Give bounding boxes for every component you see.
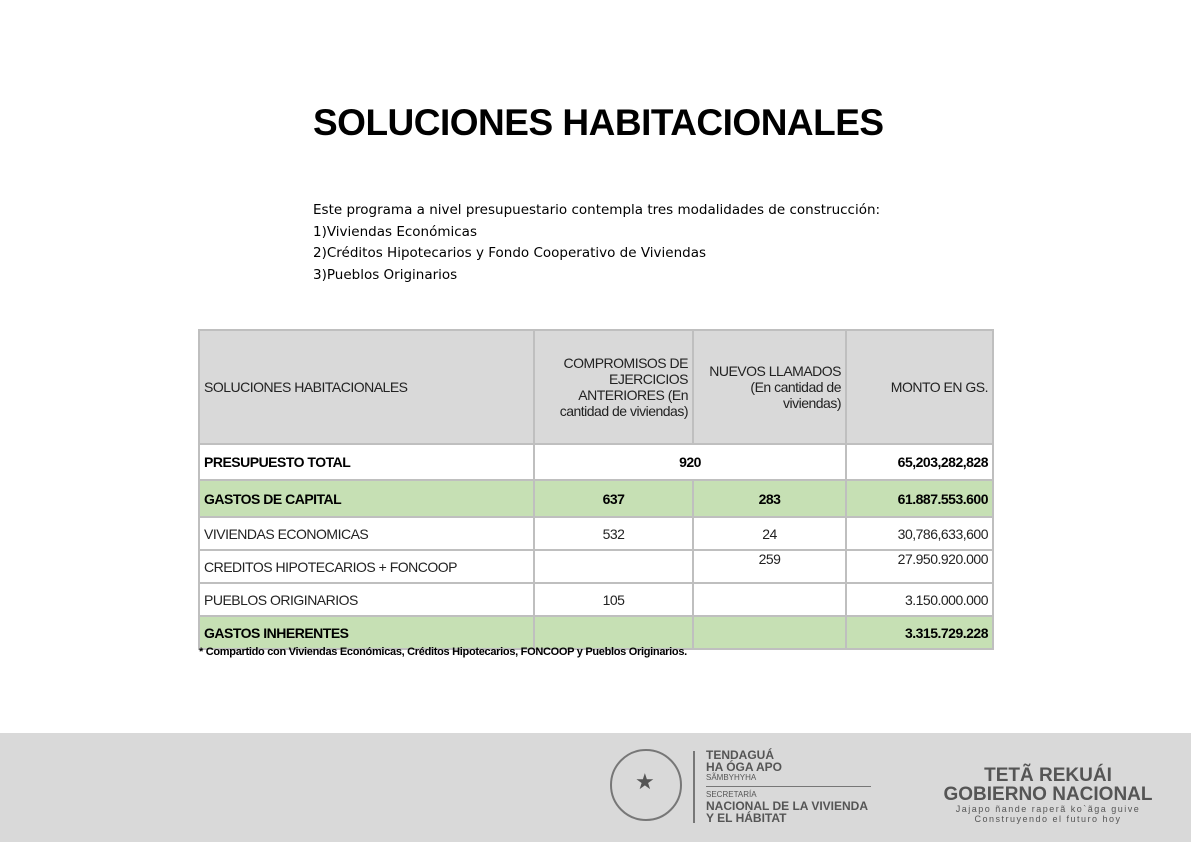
intro-line: 3)Pueblos Originarios bbox=[313, 266, 458, 283]
amount: 30,786,633,600 bbox=[846, 517, 993, 550]
total-count: 920 bbox=[534, 444, 846, 480]
footer-band bbox=[0, 733, 1191, 842]
logo-text: HA ÓGA APO bbox=[706, 760, 783, 774]
table-row bbox=[199, 517, 993, 550]
intro-line: 2)Créditos Hipotecarios y Fondo Cooperativo de Viviendas bbox=[313, 245, 707, 261]
logo-text: Y EL HÁBITAT bbox=[706, 811, 787, 825]
gobierno-nacional-logo bbox=[942, 766, 1154, 824]
amount: 27.950.920.000 bbox=[846, 550, 993, 583]
row-label: PRESUPUESTO TOTAL bbox=[199, 444, 534, 480]
logo-text: TETÃ REKUÁI bbox=[984, 765, 1112, 786]
new-count: 283 bbox=[693, 480, 846, 517]
logo-text: SÃMBYHYHA bbox=[706, 773, 757, 782]
header-cell: SOLUCIONES HABITACIONALES bbox=[199, 330, 534, 444]
empty-cell bbox=[534, 616, 693, 649]
amount: 61.887.553.600 bbox=[846, 480, 993, 517]
logo-tagline: Jajapo ñande raperã ko`ãga guive bbox=[955, 804, 1141, 814]
logo-text: GOBIERNO NACIONAL bbox=[943, 784, 1153, 805]
new-count: 259 bbox=[693, 550, 846, 583]
new-count: 24 bbox=[693, 517, 846, 550]
intro-text bbox=[313, 200, 880, 286]
total-row bbox=[199, 444, 993, 480]
row-label: GASTOS INHERENTES bbox=[199, 616, 534, 649]
header-cell: COMPROMISOS DE EJERCICIOS ANTERIORES (En cantidad de viviendas) bbox=[534, 330, 693, 444]
amount: 3.315.729.228 bbox=[846, 616, 993, 649]
intro-line: 1)Viviendas Económicas bbox=[313, 223, 477, 240]
page-title: SOLUCIONES HABITACIONALES bbox=[313, 102, 884, 143]
table-header bbox=[199, 330, 993, 444]
logo-text: NACIONAL DE LA VIVIENDA bbox=[706, 799, 869, 813]
logo-text: TENDAGUÁ bbox=[706, 748, 774, 762]
table-row bbox=[199, 550, 993, 583]
table-row bbox=[199, 583, 993, 616]
divider bbox=[693, 751, 695, 823]
empty-cell bbox=[693, 616, 846, 649]
capital-row bbox=[199, 480, 993, 517]
new-count bbox=[693, 583, 846, 616]
paraguay-seal-logo bbox=[610, 749, 682, 821]
row-label: GASTOS DE CAPITAL bbox=[199, 480, 534, 517]
budget-table bbox=[198, 329, 994, 650]
prev-count: 532 bbox=[534, 517, 693, 550]
row-label: CREDITOS HIPOTECARIOS + FONCOOP bbox=[199, 550, 534, 583]
inherent-row bbox=[199, 616, 993, 649]
amount: 3.150.000.000 bbox=[846, 583, 993, 616]
logo-text: SECRETARÍA bbox=[706, 790, 757, 799]
row-label: PUEBLOS ORIGINARIOS bbox=[199, 583, 534, 616]
total-amount: 65,203,282,828 bbox=[846, 444, 993, 480]
logo-tagline: Construyendo el futuro hoy bbox=[974, 814, 1122, 824]
prev-count bbox=[534, 550, 693, 583]
row-label: VIVIENDAS ECONOMICAS bbox=[199, 517, 534, 550]
header-cell: MONTO EN GS. bbox=[846, 330, 993, 444]
header-cell: NUEVOS LLAMADOS (En cantidad de viviendas) bbox=[693, 330, 846, 444]
footnote: * Compartido con Viviendas Económicas, Créditos Hipotecarios, FONCOOP y Pueblos Originarios. bbox=[199, 646, 687, 658]
prev-count: 637 bbox=[534, 480, 693, 517]
prev-count: 105 bbox=[534, 583, 693, 616]
senavitat-logo bbox=[706, 749, 871, 824]
intro-line: Este programa a nivel presupuestario contempla tres modalidades de construcción: bbox=[313, 202, 881, 218]
